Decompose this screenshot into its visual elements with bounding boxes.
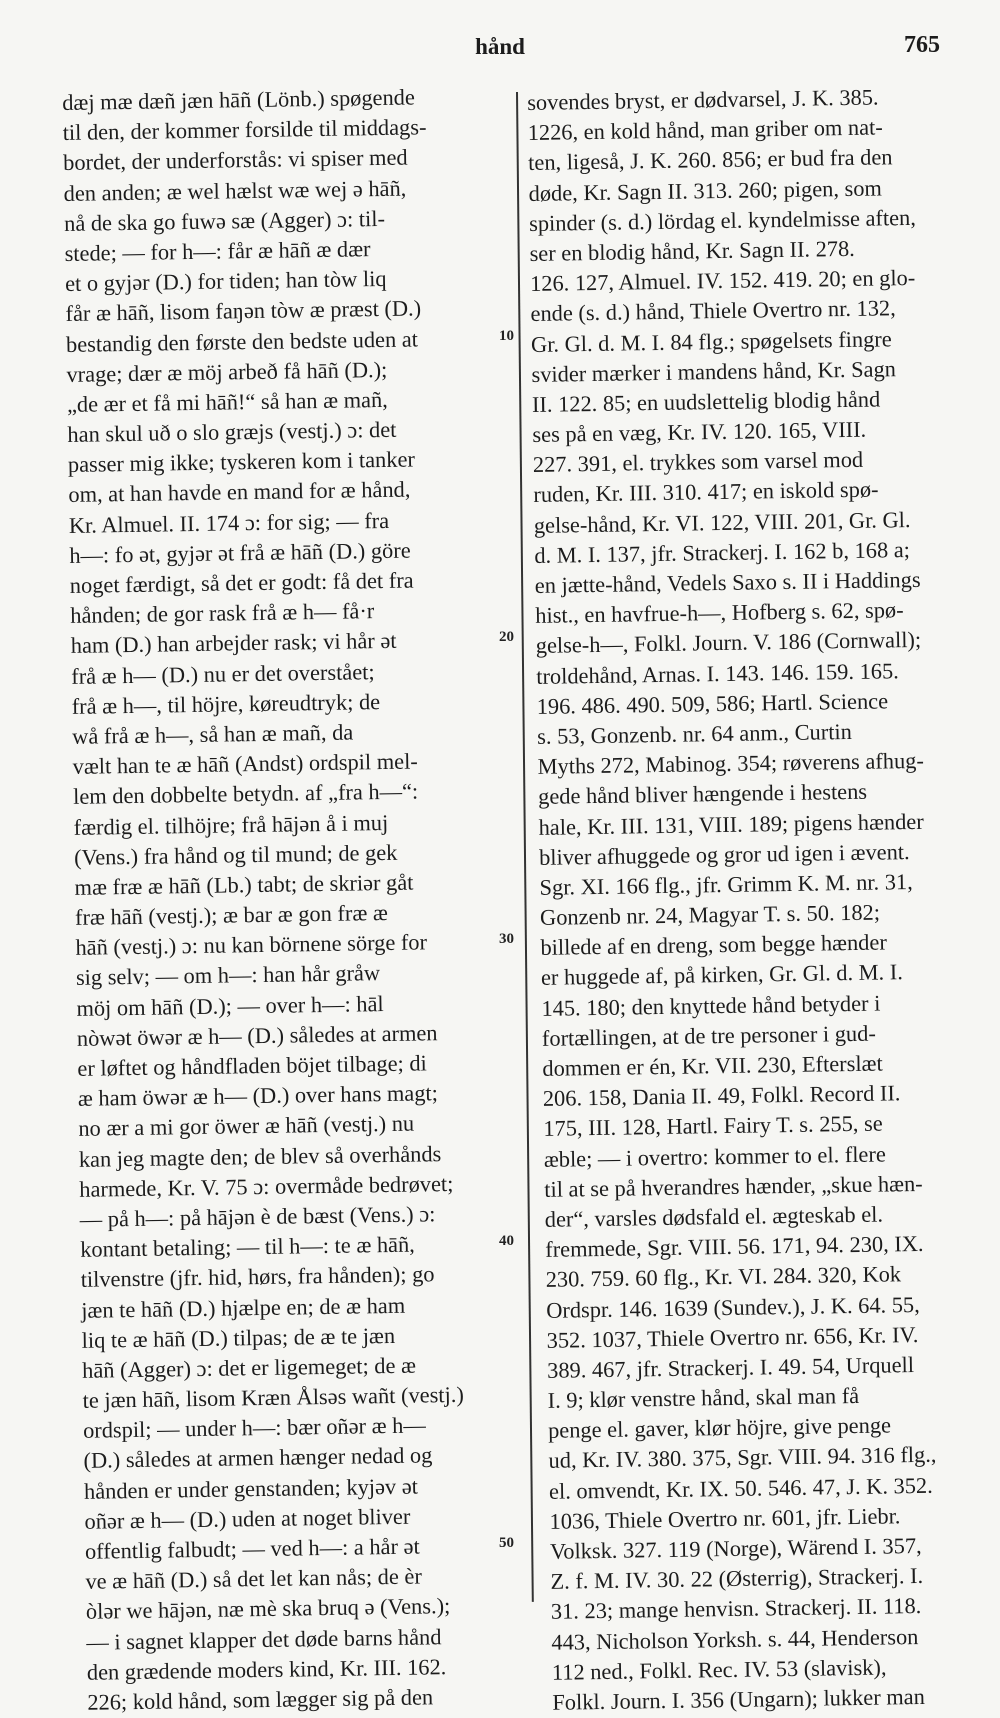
text-line: får æ hāñ, lisom faŋən tòw æ præst (D.) — [65, 295, 422, 327]
line-marker-20: 20 — [499, 629, 514, 645]
right-column — [527, 81, 983, 1718]
text-line: frå æ h— (D.) nu er det overstået; — [71, 658, 375, 689]
text-line: 206. 158, Dania II. 49, Folkl. Record II. — [542, 1080, 901, 1112]
text-line: 226; kold hånd, som lægger sig på den — [87, 1684, 434, 1715]
text-line: fræ hāñ (vestj.); æ bar æ gon fræ æ — [74, 900, 389, 930]
text-line: Sgr. XI. 166 flg., jfr. Grimm K. M. nr. 31, — [539, 868, 913, 900]
text-line: ve æ hāñ (D.) så det let kan nås; de èr — [85, 1563, 422, 1595]
text-line: sovendes bryst, er dødvarsel, J. K. 385. — [527, 84, 879, 115]
text-line: 145. 180; den knyttede hånd betyder i — [541, 990, 881, 1021]
text-line: tilvenstre (jfr. hid, hørs, fra hånden); go — [80, 1261, 435, 1293]
text-line: sig selv; — om h—: han hår gråw — [75, 960, 381, 991]
text-line: hist., en havfrue-h—, Hofberg s. 62, spø- — [535, 597, 904, 629]
text-line: 443, Nicholson Yorksh. s. 44, Henderson — [551, 1623, 919, 1655]
text-line: han skul uð o slo græjs (vestj.) ɔ: det — [67, 416, 397, 448]
text-line: 389. 467, jfr. Strackerj. I. 49. 54, Urquell — [546, 1351, 915, 1383]
line-marker-30: 30 — [499, 931, 514, 947]
text-line: (Vens.) fra hånd og til mund; de gek — [73, 839, 398, 870]
text-line: Gonzenb nr. 24, Magyar T. s. 50. 182; — [539, 899, 881, 930]
running-head-word: hånd — [475, 34, 525, 59]
text-line: ruden, Kr. III. 310. 417; en iskold spø- — [533, 476, 879, 508]
text-line: kan jeg magte den; de blev så overhånds — [78, 1140, 442, 1172]
text-line: liq te æ hāñ (D.) tilpas; de æ te jæn — [81, 1322, 396, 1353]
text-line: Folkl. Journ. I. 356 (Ungarn); lukker man — [552, 1683, 926, 1715]
text-line: ses på en væg, Kr. IV. 120. 165, VIII. — [532, 416, 867, 448]
text-line: vælt han te æ hāñ (Andst) ordspil mel- — [72, 748, 418, 780]
text-line: svider mærker i mandens hånd, Kr. Sagn — [531, 355, 897, 387]
text-line: bestandig den første den bedste uden at — [65, 325, 419, 357]
text-line: I. 9; klør venstre hånd, skal man få — [547, 1383, 860, 1413]
text-line: II. 122. 85; en uudslettelig blodig hånd — [531, 386, 881, 417]
line-marker-50: 50 — [499, 1535, 514, 1551]
text-line: et o gyjər (D.) for tiden; han tòw liq — [64, 266, 387, 297]
text-line: ud, Kr. IV. 380. 375, Sgr. VIII. 94. 316 flg., — [548, 1442, 937, 1474]
text-line: døde, Kr. Sagn II. 313. 260; pigen, som — [528, 175, 883, 206]
text-line: 112 ned., Folkl. Rec. IV. 53 (slavisk), — [551, 1654, 887, 1685]
text-line: Volksk. 327. 119 (Norge), Wärend I. 357, — [549, 1532, 922, 1564]
text-line: — på h—: på hājən è de bæst (Vens.) ɔ: — [79, 1201, 436, 1232]
line-marker-10: 10 — [499, 328, 514, 344]
text-line: kontant betaling; — til h—: te æ hāñ, — [80, 1231, 415, 1262]
text-line: Myths 272, Mabinog. 354; røverens afhug- — [537, 747, 924, 780]
text-line: el. omvendt, Kr. IX. 50. 546. 47, J. K. 352. — [548, 1472, 933, 1504]
text-line: 1226, en kold hånd, man griber om nat- — [527, 114, 883, 146]
text-line: ordspil; — under h—: bær oñər æ h— — [82, 1412, 426, 1444]
text-line: stede; — for h—: får æ hāñ æ dær — [64, 236, 371, 266]
text-line: lem den dobbelte betydn. af „fra h—“: — [72, 778, 419, 810]
text-line: hånden er under genstanden; kyjəv ət — [83, 1473, 419, 1504]
text-line: fremmede, Sgr. VIII. 56. 171, 94. 230, IX. — [545, 1231, 924, 1262]
text-line: hāñ (vestj.) ɔ: nu kan börnene sörge for — [75, 929, 428, 961]
text-line: bliver afhuggede og gror ud igen i ævent. — [538, 838, 910, 870]
text-line: te jæn hāñ, lisom Kræn Ålsəs wañt (vestj.) — [82, 1381, 465, 1413]
text-line: — i sagnet klapper det døde barns hånd — [86, 1623, 442, 1655]
left-column — [62, 81, 538, 1718]
text-line: ser en blodig hånd, Kr. Sagn II. 278. — [529, 235, 855, 266]
text-line: „de ær et få mi hāñ!“ så han æ mañ, — [66, 386, 388, 417]
text-line: h—: fo ət, gyjər ət frå æ hāñ (D.) göre — [69, 537, 411, 568]
text-line: troldehånd, Arnas. I. 143. 146. 159. 165. — [536, 657, 899, 689]
text-line: er løftet og håndfladen böjet tilbage; di — [77, 1050, 427, 1081]
text-line: ham (D.) han arbejder rask; vi hår ət — [70, 628, 397, 659]
text-line: gelse-h—, Folkl. Journ. V. 186 (Cornwall); — [535, 627, 922, 659]
text-line: 230. 759. 60 flg., Kr. VI. 284. 320, Kok — [545, 1261, 902, 1293]
text-line: Kr. Almuel. II. 174 ɔ: for sig; — fra — [68, 507, 390, 538]
text-line: 227. 391, el. trykkes som varsel mod — [532, 447, 864, 478]
text-line: 126. 127, Almuel. IV. 152. 419. 20; en glo- — [529, 265, 916, 297]
text-line: ende (s. d.) hånd, Thiele Overtro nr. 132, — [530, 295, 896, 327]
text-line: gelse-hånd, Kr. VI. 122, VIII. 201, Gr. Gl. — [533, 506, 911, 538]
text-line: dommen er én, Kr. VII. 230, Efterslæt — [542, 1050, 883, 1081]
line-marker-40: 40 — [499, 1233, 514, 1249]
text-line: no ær a mi gor öwer æ hāñ (vestj.) nu — [78, 1110, 415, 1142]
text-line: fortællingen, at de tre personer i gud- — [541, 1020, 876, 1051]
text-line: om, at han havde en mand for æ hånd, — [68, 477, 411, 508]
text-line: 1036, Thiele Overtro nr. 601, jfr. Liebr. — [549, 1503, 901, 1534]
text-line: hånden; de gor rask frå æ h— få·r — [70, 598, 375, 629]
text-line: nòwət öwər æ h— (D.) således at armen — [76, 1020, 438, 1051]
text-line: Gr. Gl. d. M. I. 84 flg.; spøgelsets fingre — [530, 325, 892, 357]
text-line: passer mig ikke; tyskeren kom i tanker — [67, 446, 416, 478]
text-line: oñər æ h— (D.) uden at noget bliver — [84, 1503, 411, 1534]
text-line: (D.) således at armen hænger nedad og — [83, 1442, 433, 1474]
text-line: til at se på hverandres hænder, „skue hæn- — [544, 1170, 923, 1202]
text-line: s. 53, Gonzenb. nr. 64 anm., Curtin — [536, 718, 853, 749]
text-line: den anden; æ wel hælst wæ wej ə hāñ, — [63, 175, 407, 206]
text-line: 175, III. 128, Hartl. Fairy T. s. 255, se — [543, 1110, 883, 1142]
text-line: Z. f. M. IV. 30. 22 (Østerrig), Strackerj. I. — [550, 1563, 924, 1595]
text-line: ten, ligeså, J. K. 260. 856; er bud fra den — [527, 144, 893, 176]
running-head — [0, 28, 1000, 68]
text-line: der“, varsles dødsfald el. ægteskab el. — [544, 1201, 884, 1232]
text-line: 352. 1037, Thiele Overtro nr. 656, Kr. IV. — [546, 1321, 919, 1353]
text-line: billede af en dreng, som begge hænder — [540, 929, 887, 961]
text-line: noget færdigt, så det er godt: få det fra — [69, 567, 414, 598]
text-line: æble; — i overtro: kommer to el. flere — [543, 1141, 886, 1172]
text-line: bordet, der underforstås: vi spiser med — [62, 144, 408, 176]
text-line: mæ fræ æ hāñ (Lb.) tabt; de skriər gåt — [74, 869, 414, 900]
text-line: hale, Kr. III. 131, VIII. 189; pigens hænder — [538, 808, 924, 840]
text-line: harmede, Kr. V. 75 ɔ: overmåde bedrøvet; — [79, 1170, 454, 1202]
text-line: æ ham öwər æ h— (D.) over hans magt; — [77, 1080, 439, 1112]
text-line: vrage; dær æ möj arbeð få hāñ (D.); — [66, 356, 388, 387]
text-line: 196. 486. 490. 509, 586; Hartl. Science — [536, 688, 889, 719]
text-line: dæj mæ dæñ jæn hāñ (Lönb.) spøgende — [62, 84, 416, 115]
text-line: nå de ska go fuwə sæ (Agger) ɔ: til- — [63, 205, 386, 236]
text-line: hāñ (Agger) ɔ: det er ligemeget; de æ — [81, 1352, 417, 1383]
text-line: en jætte-hånd, Vedels Saxo s. II i Haddings — [534, 566, 921, 598]
text-line: den grædende moders kind, Kr. III. 162. — [86, 1653, 447, 1685]
text-line: til den, der kommer forsilde til middags- — [62, 114, 427, 146]
text-line: möj om hāñ (D.); — over h—: hāl — [76, 990, 384, 1021]
text-line: offentlig falbudt; — ved h—: a hår ət — [84, 1533, 420, 1564]
text-line: færdig el. tilhöjre; frå hājən å i muj — [73, 809, 389, 840]
text-line: penge el. gaver, klør höjre, give penge — [547, 1412, 892, 1444]
text-line: d. M. I. 137, jfr. Strackerj. I. 162 b, 168 a; — [534, 536, 911, 568]
text-line: 31. 23; mange henvisn. Strackerj. II. 118. — [550, 1593, 922, 1625]
text-line: er huggede af, på kirken, Gr. Gl. d. M. I. — [540, 959, 904, 991]
text-line: Ordspr. 146. 1639 (Sundev.), J. K. 64. 55, — [545, 1291, 920, 1323]
text-line: gede hånd bliver hængende i hestens — [537, 779, 868, 810]
page-number: 765 — [904, 32, 940, 58]
text-line: òlər we hājən, næ mè ska bruq ə (Vens.); — [85, 1593, 451, 1625]
text-line: jæn te hāñ (D.) hjælpe en; de æ ham — [80, 1292, 406, 1323]
text-line: wå frå æ h—, så han æ mañ, da — [71, 719, 354, 749]
text-line: spinder (s. d.) lördag el. kyndelmisse aften, — [528, 204, 917, 236]
text-line: frå æ h—, til höjre, køreudtryk; de — [71, 688, 381, 719]
